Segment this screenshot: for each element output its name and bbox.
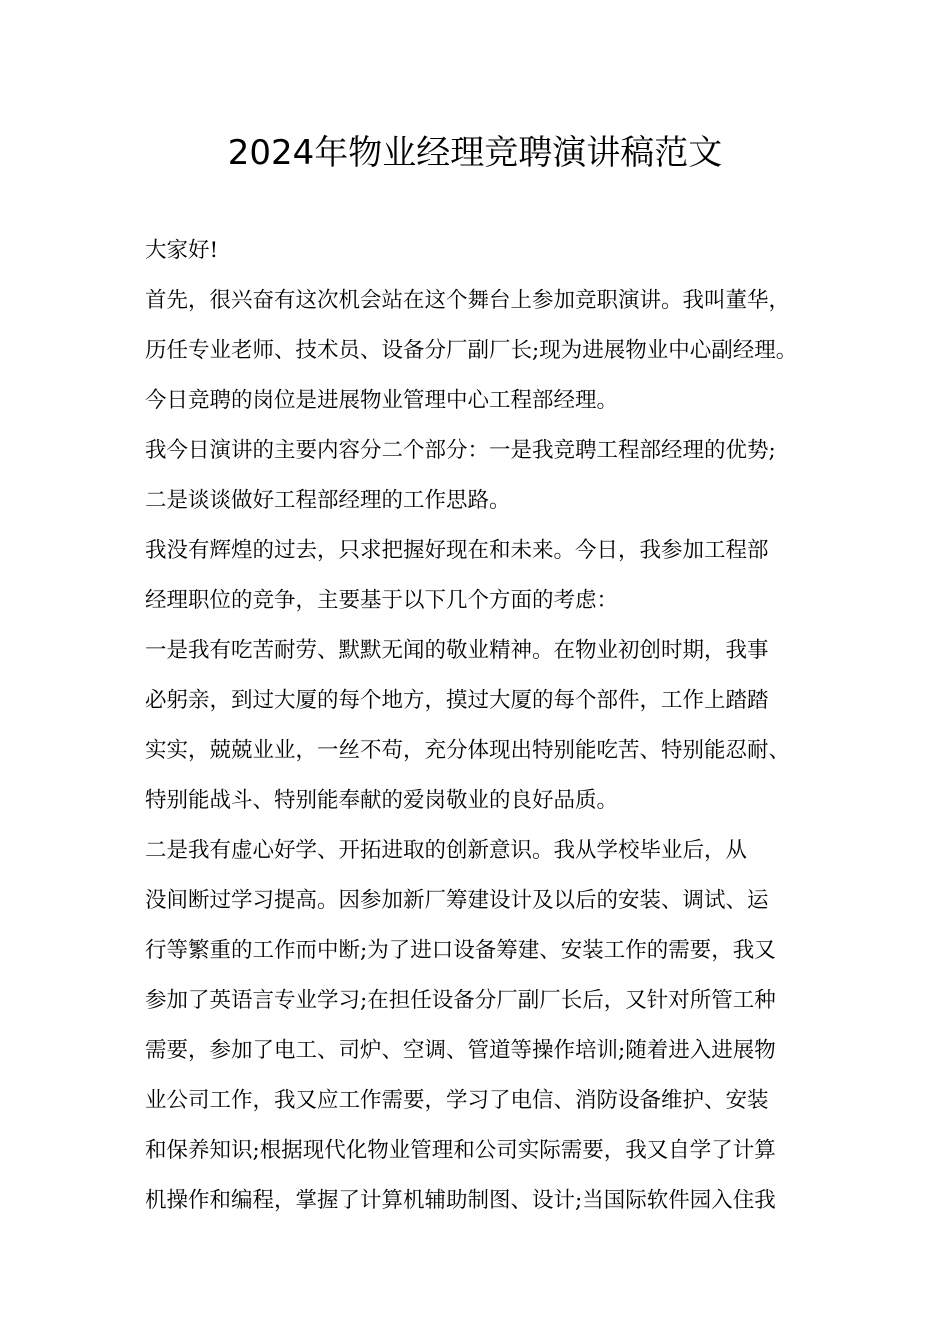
text-line-20: 机操作和编程，掌握了计算机辅助制图、设计;当国际软件园入住我 [145,1188,776,1213]
text-line-3: 历任专业老师、技术员、设备分厂副厂长;现为进展物业中心副经理。 [145,338,798,363]
text-line-14: 没间断过学习提高。因参加新厂筹建设计及以后的安装、调试、运 [145,888,769,913]
text-line-1: 大家好! [145,238,219,263]
text-line-7: 我没有辉煌的过去，只求把握好现在和未来。今日，我参加工程部 [145,538,769,563]
document-title: 2024年物业经理竞聘演讲稿范文 [227,133,723,173]
text-line-12: 特别能战斗、特别能奉献的爱岗敬业的良好品质。 [145,788,619,813]
text-line-5: 我今日演讲的主要内容分二个部分：一是我竞聘工程部经理的优势; [145,438,776,463]
text-line-19: 和保养知识;根据现代化物业管理和公司实际需要，我又自学了计算 [145,1138,776,1163]
text-line-17: 需要，参加了电工、司炉、空调、管道等操作培训;随着进入进展物 [145,1038,776,1063]
text-line-18: 业公司工作，我又应工作需要，学习了电信、消防设备维护、安装 [145,1088,769,1113]
text-line-10: 必躬亲，到过大厦的每个地方，摸过大厦的每个部件，工作上踏踏 [145,688,769,713]
text-line-11: 实实，兢兢业业，一丝不苟，充分体现出特别能吃苦、特别能忍耐、 [145,738,791,763]
text-line-8: 经理职位的竞争，主要基于以下几个方面的考虑： [145,588,619,613]
text-line-16: 参加了英语言专业学习;在担任设备分厂副厂长后，又针对所管工种 [145,988,776,1013]
text-line-15: 行等繁重的工作而中断;为了进口设备筹建、安装工作的需要，我又 [145,938,776,963]
text-line-13: 二是我有虚心好学、开拓进取的创新意识。我从学校毕业后，从 [145,838,748,863]
text-line-2: 首先，很兴奋有这次机会站在这个舞台上参加竞职演讲。我叫董华， [145,288,791,313]
text-line-4: 今日竞聘的岗位是进展物业管理中心工程部经理。 [145,388,619,413]
text-line-6: 二是谈谈做好工程部经理的工作思路。 [145,488,511,513]
text-line-9: 一是我有吃苦耐劳、默默无闻的敬业精神。在物业初创时期，我事 [145,638,769,663]
